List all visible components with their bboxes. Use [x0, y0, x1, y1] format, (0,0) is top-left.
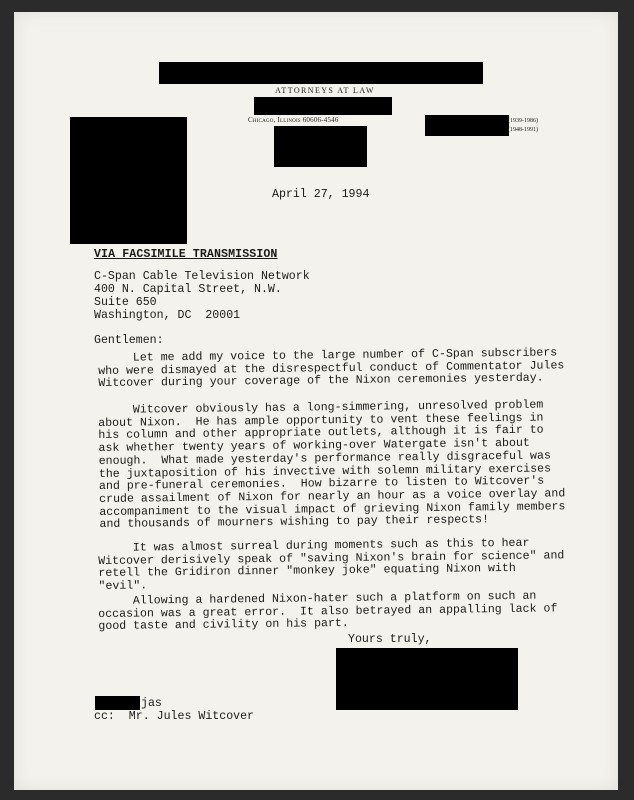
cc-line: cc: Mr. Jules Witcover: [94, 710, 255, 723]
salutation: Gentlemen:: [94, 334, 164, 347]
founder-years-1: (1939-1986): [508, 118, 538, 124]
recipient-line-4: Washington, DC 20001: [94, 309, 241, 322]
redacted-signature: [336, 648, 518, 710]
redacted-founder-names: [425, 115, 509, 136]
redacted-phone-block: [274, 126, 367, 167]
recipient-line-3: Suite 650: [94, 296, 157, 309]
letterhead-subtitle: ATTORNEYS AT LAW: [275, 86, 375, 95]
body-paragraph-4: Allowing a hardened Nixon-hater such a platform on such an occasion was a great error. It also betrayed an appalling lack of good taste and civility on his part.: [97, 589, 558, 634]
founder-years-2: (1948-1991): [508, 127, 538, 133]
letter-page: [14, 12, 618, 790]
body-paragraph-3: It was almost surreal during moments such as this to hear Witcover derisively speak of "saving Nixon's brain for science" and retell the Gridiron dinner "monkey joke" equating Nixon with "evil".: [97, 536, 565, 594]
letter-date: April 27, 1994: [272, 188, 370, 201]
redacted-street-address: [254, 97, 392, 115]
letterhead-city: Chicago, Illinois 60606-4546: [248, 116, 339, 124]
recipient-line-1: C-Span Cable Television Network: [94, 270, 310, 283]
redacted-firm-name: [159, 62, 483, 84]
body-paragraph-2: Witcover obviously has a long-simmering, unresolved problem about Nixon. He has ample opportunity to vent these feelings in his column and other appropriate outlets, although it is fair to ask whether twenty years of working-over Watergate isn't about enough. What made yesterday's performance really disgraceful was the juxtaposition of his invective with solemn military exercises and pre-funeral ceremonies. How bizarre to listen to Witcover's crude assailment of Nixon for nearly an hour as a voice overlay and accompaniment to the visual impact of grieving Nixon family members and thousands of mourners wishing to pay their respects!: [97, 398, 566, 532]
redacted-author-initials: [95, 696, 140, 710]
delivery-method: VIA FACSIMILE TRANSMISSION: [94, 248, 278, 261]
redacted-left-block: [70, 117, 187, 244]
recipient-line-2: 400 N. Capital Street, N.W.: [94, 283, 282, 296]
body-paragraph-1: Let me add my voice to the large number of C-Span subscribers who were dismayed at the disrespectful conduct of Commentator Jules Witcover during your coverage of the Nixon ceremonies yesterday.: [97, 346, 565, 391]
closing: Yours truly,: [348, 633, 432, 646]
typist-initials: jas: [141, 697, 162, 710]
